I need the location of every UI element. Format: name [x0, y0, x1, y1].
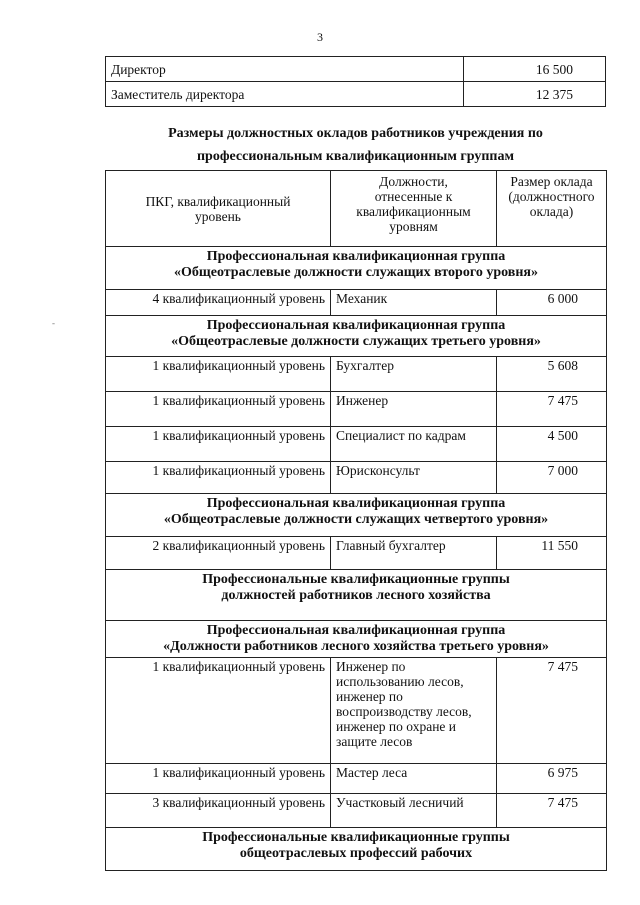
position-line: защите лесов [336, 734, 413, 749]
group-title-line: Профессиональные квалификационные группы [202, 830, 510, 845]
position-cell: Заместитель директора [106, 82, 464, 107]
group-title-line: Профессиональная квалификационная группа [206, 496, 506, 511]
column-header-positions [331, 171, 497, 247]
salary-cell: 4 500 [497, 427, 607, 462]
table-row [106, 537, 607, 570]
level-cell: 1 квалификационный уровень [106, 392, 331, 427]
level-cell: 1 квалификационный уровень [106, 357, 331, 392]
group-title [106, 621, 607, 658]
positions-cell [331, 658, 497, 764]
salary-cell: 7 475 [497, 658, 607, 764]
level-cell: 1 квалификационный уровень [106, 658, 331, 764]
table-row [106, 290, 607, 316]
salary-cell: 5 608 [497, 357, 607, 392]
position-line: использованию лесов, [336, 674, 464, 689]
heading-line: профессиональным квалификационным группам [196, 149, 515, 164]
heading-line: Размеры должностных окладов работников учреждения по [168, 126, 543, 141]
positions-cell [331, 794, 497, 828]
header-line: Размер оклада [510, 174, 593, 189]
group-header-row [106, 247, 607, 290]
group-title-line: Профессиональная квалификационная группа [206, 623, 506, 638]
position-line: Главный бухгалтер [336, 538, 446, 553]
group-title-line: «Общеотраслевые должности служащих второго уровня» [174, 265, 538, 280]
group-title [106, 316, 607, 357]
salary-cell: 12 375 [464, 82, 606, 107]
group-header-row [106, 494, 607, 537]
level-cell: 4 квалификационный уровень [106, 290, 331, 316]
section-heading [105, 122, 606, 168]
group-title [106, 494, 607, 537]
page-number: 3 [317, 30, 323, 44]
group-title-line: Профессиональная квалификационная группа [206, 318, 506, 333]
table-row [106, 764, 607, 794]
salary-cell: 16 500 [464, 57, 606, 82]
table-row [106, 57, 606, 82]
level-cell: 1 квалификационный уровень [106, 462, 331, 494]
level-cell: 3 квалификационный уровень [106, 794, 331, 828]
table-row [106, 82, 606, 107]
table-row [106, 794, 607, 828]
position-line: воспроизводству лесов, [336, 704, 472, 719]
table-row [106, 658, 607, 764]
position-line: Специалист по кадрам [336, 428, 466, 443]
table-header-row [106, 171, 607, 247]
group-title [106, 570, 607, 621]
positions-cell [331, 392, 497, 427]
salary-cell: 7 475 [497, 392, 607, 427]
salary-cell: 11 550 [497, 537, 607, 570]
position-line: Бухгалтер [336, 358, 394, 373]
salary-cell: 7 000 [497, 462, 607, 494]
positions-cell [331, 357, 497, 392]
positions-cell [331, 290, 497, 316]
positions-cell [331, 537, 497, 570]
group-title [106, 247, 607, 290]
group-header-row [106, 828, 607, 871]
level-cell: 1 квалификационный уровень [106, 764, 331, 794]
level-cell: 2 квалификационный уровень [106, 537, 331, 570]
group-title-line: общеотраслевых профессий рабочих [239, 846, 473, 861]
position-line: Мастер леса [336, 765, 408, 780]
position-line: Юрисконсульт [336, 463, 420, 478]
table-row [106, 427, 607, 462]
position-cell: Директор [106, 57, 464, 82]
group-header-row [106, 316, 607, 357]
salary-table [105, 170, 607, 871]
group-title-line: Профессиональная квалификационная группа [206, 249, 506, 264]
header-line: отнесенные к [374, 189, 453, 204]
header-text: ПКГ, квалификационный уровень [145, 193, 291, 224]
positions-cell [331, 427, 497, 462]
group-title-line: «Должности работников лесного хозяйства третьего уровня» [163, 639, 549, 654]
position-line: Механик [336, 291, 388, 306]
group-title-line: «Общеотраслевые должности служащих четвертого уровня» [163, 512, 549, 527]
header-line: квалификационным [356, 204, 471, 219]
salary-cell: 6 000 [497, 290, 607, 316]
position-line: Инженер [336, 393, 389, 408]
header-line: Должности, [379, 174, 448, 189]
margin-mark: - [52, 318, 55, 328]
position-line: инженер по охране и [336, 719, 457, 734]
table-row [106, 357, 607, 392]
column-header-pkg [106, 171, 331, 247]
position-line: инженер по [336, 689, 403, 704]
salary-cell: 6 975 [497, 764, 607, 794]
table-row [106, 462, 607, 494]
group-title-line: должностей работников лесного хозяйства [221, 588, 491, 603]
group-title-line: Профессиональные квалификационные группы [202, 572, 510, 587]
group-header-row [106, 570, 607, 621]
group-header-row [106, 621, 607, 658]
header-line: оклада) [529, 204, 574, 219]
positions-cell [331, 462, 497, 494]
positions-cell [331, 764, 497, 794]
position-line: Участковый лесничий [336, 795, 464, 810]
table-row [106, 392, 607, 427]
top-positions-table [105, 56, 606, 107]
salary-cell: 7 475 [497, 794, 607, 828]
header-line: уровням [389, 219, 438, 234]
level-cell: 1 квалификационный уровень [106, 427, 331, 462]
column-header-salary [497, 171, 607, 247]
position-line: Инженер по [336, 659, 406, 674]
group-title-line: «Общеотраслевые должности служащих третьего уровня» [171, 334, 541, 349]
group-title [106, 828, 607, 871]
header-line: (должностного [508, 189, 595, 204]
